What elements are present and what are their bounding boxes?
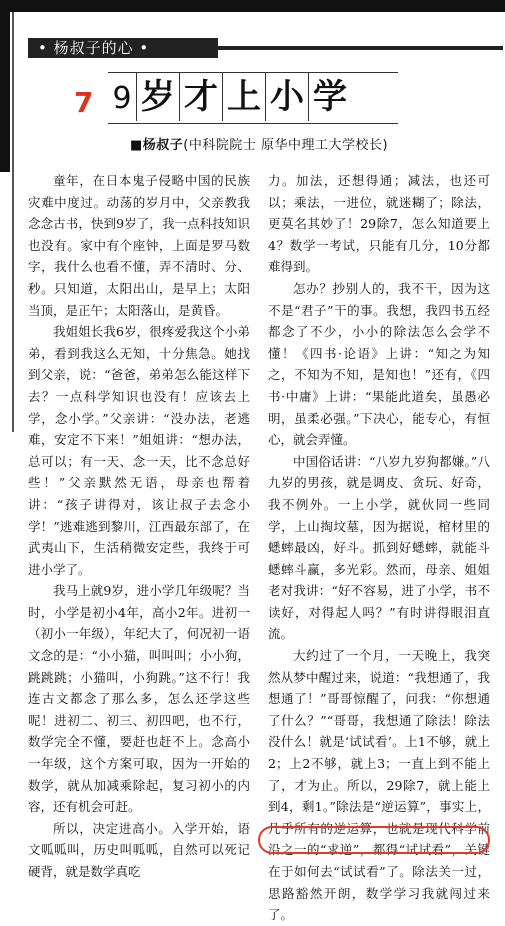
title-char: 小 (265, 73, 308, 121)
paragraph: 中国俗话讲：“八岁九岁狗都嫌。”八九岁的男孩，就是调皮、贪玩、好奇，我不例外。一上小学，就伙同一些同学，上山掏坟墓，因为据说，棺材里的蟋蟀最凶，好斗。抓到好蟋蟀，就能斗蟋蟀斗赢，多光彩。然而，母亲、姐姐老对我讲：“好不容易，进了小学，书不读好，对得起人吗？”有时讲得眼泪直流。 (268, 453, 490, 642)
paragraph: 我姐姐长我6岁，很疼爱我这个小弟弟，看到我这么无知，十分焦急。她找到父亲，说：“爸爸，弟弟怎么能这样下去？一点科学知识也没有！应该去上学，念小学。”父亲讲：“没办法，老逃难，安定不下来！”姐姐讲：“想办法，总可以；有一天、念一天，比不念总好些！”父亲默然无语，母亲也帮着讲：“孩子讲得对，该让叔子去念小学！”逃难逃到黎川，江西最东部了，在武夷山下，生活稍微安定些，我终于可进小学了。 (28, 324, 250, 577)
article-body (28, 170, 500, 923)
issue-number: 7 (74, 86, 94, 119)
title-char: 才 (179, 73, 222, 121)
article-title (108, 72, 398, 124)
red-highlight-circle (258, 826, 490, 854)
right-column (268, 170, 490, 923)
column-banner: • 杨叔子的心 • (28, 38, 218, 58)
left-rule (12, 12, 14, 432)
paragraph: 童年，在日本鬼子侵略中国的民族灾难中度过。动荡的岁月中，父亲教我念念古书，快到9岁了，我一点科技知识也没有。家中有个座钟，上面是罗马数字，我什么也看不懂，弄不清时、分、秒。只知道，太阳出山，是早上；太阳当顶，是正午；太阳落山，是黄昏。 (28, 173, 250, 318)
title-char: 上 (222, 73, 265, 121)
title-char: 9 (112, 81, 132, 116)
top-border-bar (0, 0, 505, 12)
author-name: ■杨叔子 (130, 138, 184, 153)
paragraph: 所以，决定进高小。入学开始，语文呱呱叫，历史叫呱呱，自然可以死记硬背，就是数学真吃 (28, 820, 250, 879)
title-char: 岁 (136, 73, 179, 121)
paragraph: 大约过了一个月，一天晚上，我突然从梦中醒过来，说道：“我想通了，我想通了！”哥哥惊醒了，问我：“你想通了什么？”“哥哥，我想通了除法！除法没什么！就是‘试试看’。上1不够，就上2；上2不够，就上3；一直上到不能上了，才为止。所以，29除7，就上能上到4，剩1。”除法是“逆运算”，事实上，几乎所有的逆运算，也就是现代科学前沿之一的“求逆”，都得“试试看”，关键在于如何去“试试看”了。除法关一过，思路豁然开朗，数学学习我就闯过来了。 (268, 648, 490, 923)
left-column (28, 170, 250, 879)
author-line (130, 134, 388, 153)
title-char: 学 (308, 73, 351, 121)
left-border-bar (0, 12, 10, 172)
author-affiliation: (中科院院士 原华中理工大学校长) (183, 138, 389, 153)
paragraph: 怎办？抄别人的，我不干，因为这不是“君子”干的事。我想，我四书五经都念了不少，小小的除法怎么会学不懂！《四书·论语》上讲：“知之为知之，不知为不知，是知也！”还有，《四书·中庸》上讲：“果能此道矣，虽愚必明，虽柔必强。”下决心，能专心，有恒心，就会弄懂。 (268, 280, 490, 448)
paragraph: 我马上就9岁，进小学几年级呢？当时，小学是初小4年，高小2年。进初一（初小一年级），年纪大了，何况初一语文念的是：“小小猫，叫叫叫；小小狗，跳跳跳；小猫叫，小狗跳。”这不行！我连古文都念了那么多，怎么还学这些呢！进初二、初三、初四吧，也不行，数学完全不懂，要赶也赶不上。念高小一年级，这个方案可取，因为一开始的数学，就从加减乘除起，复习初小的内容，还有机会可赶。 (28, 583, 250, 815)
paragraph: 力。加法，还想得通；减法，也还可以；乘法，一进位，就迷糊了；除法，更莫名其妙了！29除7，怎么知道要上4？数学一考试，只能有几分，10分都难得到。 (268, 173, 490, 275)
